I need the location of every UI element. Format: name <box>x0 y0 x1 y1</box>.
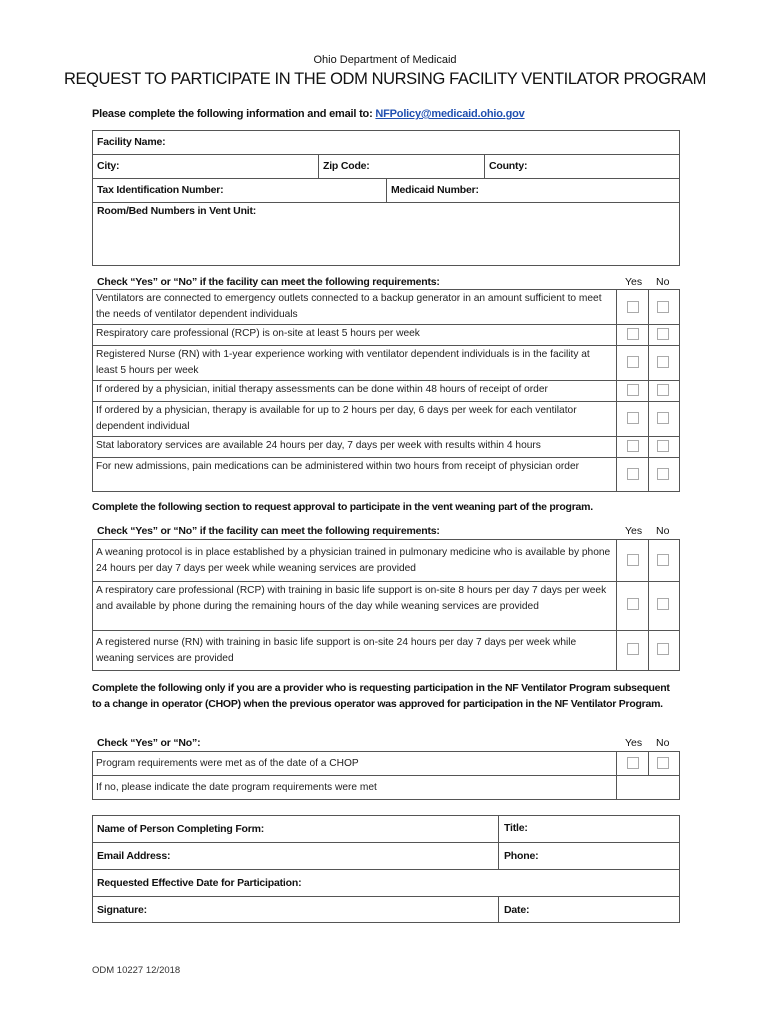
yes-checkbox[interactable] <box>627 356 639 368</box>
yes-checkbox[interactable] <box>627 301 639 313</box>
requirement-row: Registered Nurse (RN) with 1-year experience working with ventilator dependent individuals is in the facility at least 5 hours per week <box>96 349 590 376</box>
section2-intro: Complete the following section to request approval to participate in the vent weaning part of the program. <box>92 501 593 513</box>
chop-date-row: If no, please indicate the date program requirements were met <box>96 782 377 793</box>
requirement-row: Ventilators are connected to emergency outlets connected to a backup generator in an amount sufficient to meet the needs of ventilator dependent individuals <box>96 293 602 320</box>
no-checkbox[interactable] <box>657 757 669 769</box>
medicaid-number-field[interactable]: Medicaid Number: <box>391 184 479 196</box>
county-field[interactable]: County: <box>489 160 528 172</box>
no-checkbox[interactable] <box>657 301 669 313</box>
section3-no-header: No <box>656 737 670 749</box>
yes-checkbox[interactable] <box>627 328 639 340</box>
yes-checkbox[interactable] <box>627 554 639 566</box>
chop-requirement-row: Program requirements were met as of the date of a CHOP <box>96 758 359 769</box>
agency-name: Ohio Department of Medicaid <box>313 54 457 66</box>
yes-checkbox[interactable] <box>627 598 639 610</box>
requirement-row: Respiratory care professional (RCP) is on-site at least 5 hours per week <box>96 328 420 339</box>
no-checkbox[interactable] <box>657 356 669 368</box>
section2-header: Check “Yes” or “No” if the facility can meet the following requirements: <box>97 525 440 537</box>
requirement-row: If ordered by a physician, initial therapy assessments can be done within 48 hours of receipt of order <box>96 384 548 395</box>
yes-checkbox[interactable] <box>627 412 639 424</box>
no-checkbox[interactable] <box>657 412 669 424</box>
yes-checkbox[interactable] <box>627 643 639 655</box>
yes-checkbox[interactable] <box>627 384 639 396</box>
no-checkbox[interactable] <box>657 643 669 655</box>
effective-date-field[interactable]: Requested Effective Date for Participation: <box>97 877 302 889</box>
section1-header: Check “Yes” or “No” if the facility can meet the following requirements: <box>97 276 440 288</box>
person-name-field[interactable]: Name of Person Completing Form: <box>97 823 265 835</box>
form-number: ODM 10227 12/2018 <box>92 965 181 976</box>
zip-code-field[interactable]: Zip Code: <box>323 160 370 172</box>
form-title: REQUEST TO PARTICIPATE IN THE ODM NURSING FACILITY VENTILATOR PROGRAM <box>64 70 706 88</box>
section2-no-header: No <box>656 525 670 537</box>
tax-id-field[interactable]: Tax Identification Number: <box>97 184 224 196</box>
yes-checkbox[interactable] <box>627 468 639 480</box>
section1-no-header: No <box>656 276 670 288</box>
no-checkbox[interactable] <box>657 554 669 566</box>
no-checkbox[interactable] <box>657 328 669 340</box>
email-address-field[interactable]: Email Address: <box>97 850 171 862</box>
phone-field[interactable]: Phone: <box>504 850 539 862</box>
room-bed-numbers-field[interactable]: Room/Bed Numbers in Vent Unit: <box>97 205 257 217</box>
requirement-row: For new admissions, pain medications can be administered within two hours from receipt of physician order <box>96 461 580 472</box>
date-field[interactable]: Date: <box>504 904 530 916</box>
requirement-row: A weaning protocol is in place established by a physician trained in pulmonary medicine who is available by phone 24 hours per day 7 days per week while weaning services are provided <box>96 547 611 574</box>
requirement-row: If ordered by a physician, therapy is available for up to 2 hours per day, 6 days per week for each ventilator dependent individual <box>96 405 577 432</box>
no-checkbox[interactable] <box>657 468 669 480</box>
section1-yes-header: Yes <box>625 276 643 288</box>
title-field[interactable]: Title: <box>504 822 528 834</box>
no-checkbox[interactable] <box>657 440 669 452</box>
signature-field[interactable]: Signature: <box>97 904 147 916</box>
facility-name-field[interactable]: Facility Name: <box>97 136 166 148</box>
email-link[interactable]: NFPolicy@medicaid.ohio.gov <box>375 108 525 120</box>
intro-text: Please complete the following information and email to: <box>92 108 376 120</box>
requirement-row: A registered nurse (RN) with training in basic life support is on-site 24 hours per day 7 days per week while weaning services are provided <box>96 637 577 664</box>
yes-checkbox[interactable] <box>627 757 639 769</box>
intro-line <box>92 108 525 120</box>
requirement-row: A respiratory care professional (RCP) with training in basic life support is on-site 8 hours per day 7 days per week and available by phone during the remaining hours of the day while weaning services are provided <box>96 585 607 612</box>
section3-header: Check “Yes” or “No”: <box>97 737 201 749</box>
requirement-row: Stat laboratory services are available 24 hours per day, 7 days per week with results within 4 hours <box>96 440 541 451</box>
city-field[interactable]: City: <box>97 160 120 172</box>
section3-intro: Complete the following only if you are a provider who is requesting participation in the NF Ventilator Program subsequent to a change in operator (CHOP) when the previous operator was approved for participation in the NF Ventilator Program. <box>92 682 670 710</box>
no-checkbox[interactable] <box>657 598 669 610</box>
yes-checkbox[interactable] <box>627 440 639 452</box>
section2-yes-header: Yes <box>625 525 643 537</box>
section3-yes-header: Yes <box>625 737 643 749</box>
no-checkbox[interactable] <box>657 384 669 396</box>
